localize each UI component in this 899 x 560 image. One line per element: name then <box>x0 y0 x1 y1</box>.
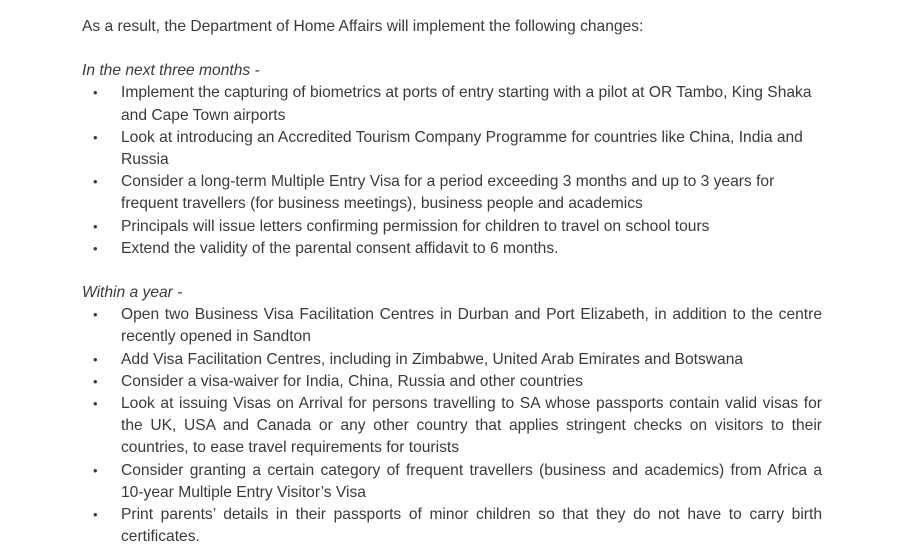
document-body <box>82 16 822 548</box>
bullet-icon: • <box>93 240 98 256</box>
bullet-icon: • <box>93 351 98 367</box>
list-item <box>82 171 822 215</box>
bullet-icon: • <box>93 507 98 523</box>
bullet-icon: • <box>93 129 98 145</box>
list-item <box>82 349 822 371</box>
section-heading: In the next three months - <box>82 62 260 80</box>
list-item <box>82 216 822 238</box>
bullet-icon: • <box>93 307 98 323</box>
list-item-text: Consider granting a certain category of frequent travellers (business and academics) from Africa a 10-year Multiple Entry Visitor’s Visa <box>121 461 822 501</box>
list-item-text: Consider a long-term Multiple Entry Visa for a period exceeding 3 months and up to 3 years for frequent travellers (for business meetings), business people and academics <box>121 173 775 213</box>
bullet-icon: • <box>93 373 98 389</box>
list-item-text: Open two Business Visa Facilitation Centres in Durban and Port Elizabeth, in addition to the centre recently opened in Sandton <box>121 306 822 346</box>
bullet-icon: • <box>93 462 98 478</box>
section-spacer <box>82 260 822 282</box>
list-item-text: Look at issuing Visas on Arrival for persons travelling to SA whose passports contain valid visas for the UK, USA and Canada or any other country that applies stringent checks on visitors to their countries, to ease travel requirements for tourists <box>121 395 822 457</box>
list-item-text: Consider a visa-waiver for India, China, Russia and other countries <box>121 372 583 390</box>
bullet-list <box>82 304 822 548</box>
bullet-icon: • <box>93 174 98 190</box>
list-item-text: Add Visa Facilitation Centres, including in Zimbabwe, United Arab Emirates and Botswana <box>121 350 744 368</box>
list-item-text: Look at introducing an Accredited Tourism Company Programme for countries like China, India and Russia <box>121 128 803 169</box>
list-item <box>82 371 822 393</box>
list-item-text: Principals will issue letters confirming permission for children to travel on school tours <box>121 217 710 235</box>
list-item-text: Implement the capturing of biometrics at ports of entry starting with a pilot at OR Tambo, King Shaka and Cape Town airports <box>121 84 812 124</box>
section-heading: Within a year - <box>82 284 183 302</box>
section-next-three-months <box>82 60 822 260</box>
intro-paragraph: As a result, the Department of Home Affairs will implement the following changes: <box>82 18 644 35</box>
list-item <box>82 82 822 126</box>
bullet-icon: • <box>93 396 98 412</box>
bullet-icon: • <box>93 85 98 101</box>
list-item <box>82 393 822 460</box>
list-item <box>82 127 822 171</box>
section-within-a-year <box>82 282 822 548</box>
list-item-text: Extend the validity of the parental consent affidavit to 6 months. <box>121 239 559 257</box>
list-item <box>82 304 822 348</box>
list-item <box>82 504 822 548</box>
list-item <box>82 460 822 504</box>
bullet-list <box>82 82 822 260</box>
list-item-text: Print parents’ details in their passports of minor children so that they do not have to carry birth certificates. <box>121 506 822 546</box>
bullet-icon: • <box>93 218 98 234</box>
list-item <box>82 238 822 260</box>
